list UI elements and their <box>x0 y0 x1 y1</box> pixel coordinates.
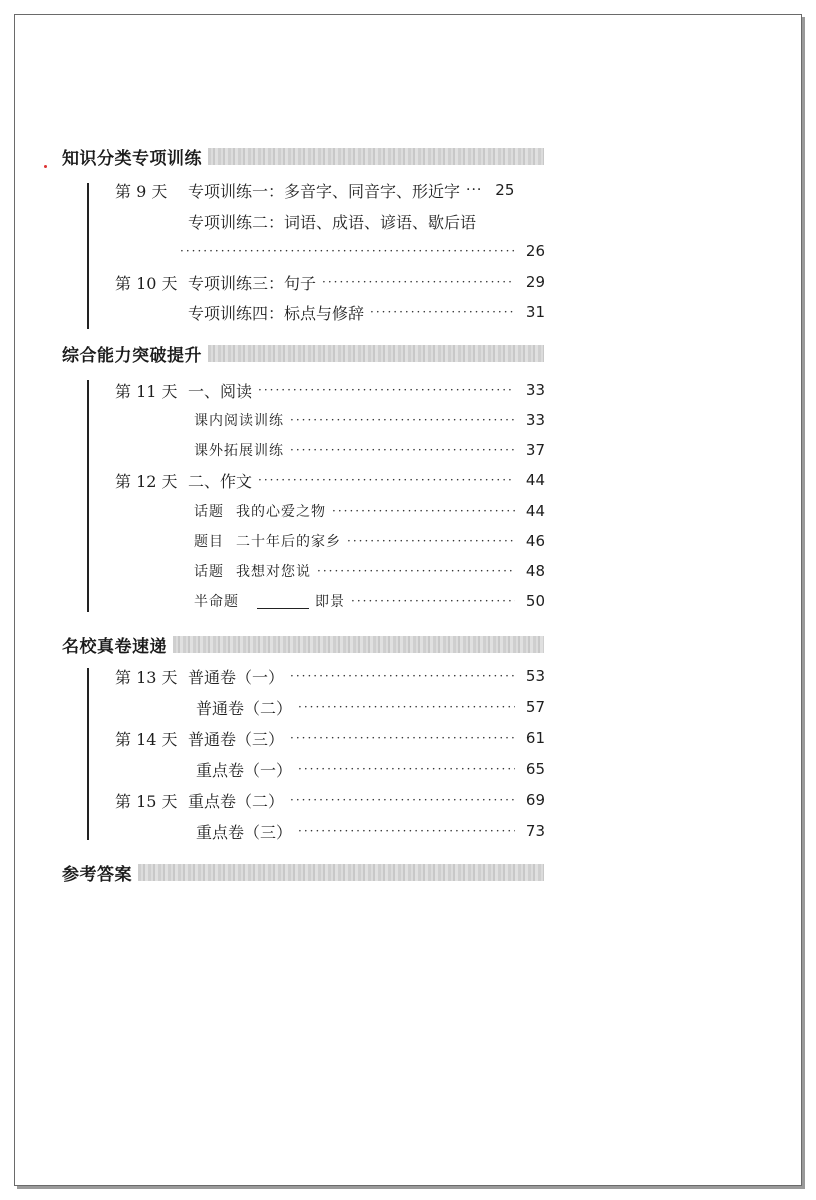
toc-topic: 我想对您说 <box>236 564 311 580</box>
toc-leader <box>298 824 515 838</box>
toc-entry[interactable] <box>188 209 545 233</box>
toc-entry[interactable] <box>194 408 545 432</box>
toc-page: 25 <box>495 181 515 199</box>
toc-leader <box>258 473 515 487</box>
section-bar <box>138 864 544 881</box>
toc-leader <box>317 564 515 578</box>
toc-topic: 二、作文 <box>188 471 253 491</box>
toc-entry[interactable] <box>115 300 545 324</box>
toc-page: 33 <box>525 381 545 399</box>
toc-page: 29 <box>525 273 545 291</box>
section-rule <box>87 183 89 329</box>
toc-entry[interactable] <box>115 726 545 750</box>
section-rule <box>87 380 89 612</box>
toc-topic: 课外拓展训练 <box>194 443 284 459</box>
section-bar <box>173 636 544 653</box>
section-header <box>62 631 544 657</box>
section-title: 综合能力突破提升 <box>62 345 202 366</box>
toc-entry[interactable] <box>196 757 545 781</box>
toc-page: 37 <box>525 441 545 459</box>
toc-page: 33 <box>525 411 545 429</box>
section-header <box>62 859 544 885</box>
toc-page: 46 <box>525 532 545 550</box>
toc-entry[interactable] <box>194 589 545 613</box>
red-dot-mark <box>44 165 47 168</box>
toc-entry[interactable] <box>194 499 545 523</box>
toc-leader <box>290 443 515 457</box>
toc-leader <box>370 305 515 319</box>
toc-topic: 专项训练一：多音字、同音字、形近字 <box>188 181 461 201</box>
toc-label: 半命题 <box>194 594 239 610</box>
toc-entry[interactable] <box>115 664 545 688</box>
section-header <box>62 340 544 366</box>
toc-page: 48 <box>525 562 545 580</box>
section-title: 知识分类专项训练 <box>62 148 202 169</box>
toc-page: 44 <box>525 502 545 520</box>
toc-leader <box>298 762 515 776</box>
toc-leader <box>258 383 515 397</box>
toc-entry[interactable] <box>194 529 545 553</box>
toc-day: 第 12 天 <box>115 471 178 491</box>
section-title: 参考答案 <box>62 864 132 885</box>
toc-entry[interactable] <box>115 270 545 294</box>
toc-topic: 二十年后的家乡 <box>236 534 341 550</box>
toc-label: 话题 <box>194 504 224 520</box>
toc-topic: 普通卷（一） <box>188 667 285 687</box>
toc-page: 65 <box>525 760 545 778</box>
toc-leader <box>332 504 515 518</box>
toc-topic: 重点卷（二） <box>188 791 285 811</box>
section-rule <box>87 668 89 840</box>
toc-page: 26 <box>525 242 545 260</box>
toc-topic: 普通卷（三） <box>188 729 285 749</box>
toc-page: 44 <box>525 471 545 489</box>
toc-topic: 普通卷（二） <box>196 698 293 718</box>
section-header <box>62 143 544 169</box>
toc-entry[interactable] <box>196 819 545 843</box>
toc-leader <box>290 669 515 683</box>
toc-topic: 专项训练四：标点与修辞 <box>188 303 365 323</box>
toc-entry[interactable] <box>115 788 545 812</box>
toc-entry[interactable] <box>196 695 545 719</box>
toc-label: 题目 <box>194 534 224 550</box>
toc-day: 第 14 天 <box>115 729 178 749</box>
toc-day: 第 15 天 <box>115 791 178 811</box>
toc-entry[interactable] <box>194 438 545 462</box>
toc-topic: 我的心爱之物 <box>236 504 326 520</box>
toc-leader <box>298 700 515 714</box>
toc-topic: 重点卷（一） <box>196 760 293 780</box>
toc-page: 31 <box>525 303 545 321</box>
toc-day: 第 11 天 <box>115 381 178 401</box>
toc-page: 50 <box>525 592 545 610</box>
toc-ellipsis: ··· <box>466 182 483 198</box>
section-bar <box>208 345 544 362</box>
toc-leader <box>180 244 515 258</box>
toc-entry[interactable] <box>180 239 545 263</box>
toc-topic: 课内阅读训练 <box>194 413 284 429</box>
toc-page: 73 <box>525 822 545 840</box>
toc-day: 第 13 天 <box>115 667 178 687</box>
toc-entry[interactable] <box>115 468 545 492</box>
toc-leader <box>290 793 515 807</box>
toc-page: 69 <box>525 791 545 809</box>
toc-leader <box>290 731 515 745</box>
toc-entry[interactable] <box>194 559 545 583</box>
section-title: 名校真卷速递 <box>62 636 167 657</box>
toc-topic: 专项训练三：句子 <box>188 273 317 293</box>
section-bar <box>208 148 544 165</box>
toc-topic: 即景 <box>315 594 345 610</box>
toc-label: 话题 <box>194 564 224 580</box>
toc-leader <box>290 413 515 427</box>
toc-day: 第 9 天 <box>115 181 168 201</box>
toc-leader <box>351 594 515 608</box>
toc-entry[interactable] <box>115 178 545 202</box>
toc-entry[interactable] <box>115 378 545 402</box>
toc-topic: 一、阅读 <box>188 381 253 401</box>
toc-page: 53 <box>525 667 545 685</box>
toc-day: 第 10 天 <box>115 273 178 293</box>
toc-page: 57 <box>525 698 545 716</box>
toc-leader <box>347 534 515 548</box>
toc-topic: 重点卷（三） <box>196 822 293 842</box>
toc-page: 61 <box>525 729 545 747</box>
toc-leader <box>322 275 515 289</box>
fill-blank-line <box>257 594 309 609</box>
toc-topic: 专项训练二：词语、成语、谚语、歇后语 <box>188 212 477 232</box>
